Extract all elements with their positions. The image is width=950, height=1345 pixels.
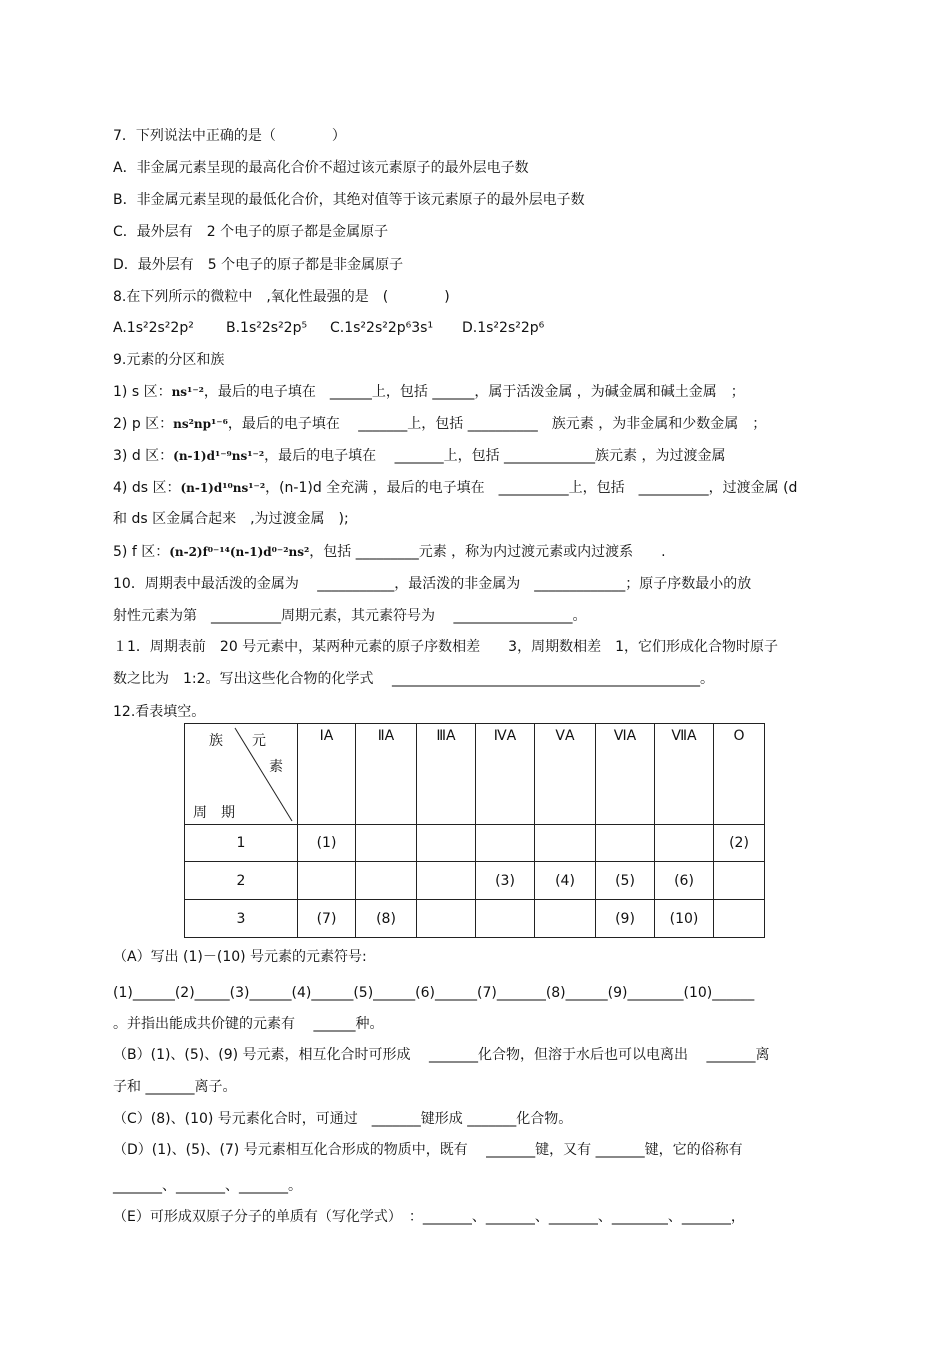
table-cell: (8) — [356, 900, 417, 938]
q11-line-2: 数之比为 1:2。写出这些化合物的化学式 ____________________________________________。 — [113, 671, 714, 687]
q9-p-block — [113, 415, 766, 433]
table-cell — [535, 900, 596, 938]
table-cell: (3) — [476, 862, 535, 900]
q12-part-c: （C）(8)、(10) 号元素化合时，可通过 _______键形成 _______化合物。 — [113, 1111, 573, 1127]
p-label: 2) p 区： — [113, 416, 174, 432]
q10-line-2: 射性元素为第 __________周期元素，其元素符号为 _________________。 — [113, 608, 587, 624]
q7-option-a: A．非金属元素呈现的最高化合价不超过该元素原子的最外层电子数 — [113, 160, 529, 176]
table-row — [185, 862, 765, 900]
table-cell: (10) — [655, 900, 714, 938]
q12-part-b-line-1: （B）(1)、(5)、(9) 号元素，相互化合时可形成 _______化合物，但溶于水后也可以电离出 _______离 — [113, 1047, 770, 1063]
table-corner-cell — [185, 724, 298, 825]
q12-part-a-count: 。并指出能成共价键的元素有 ______种。 — [113, 1016, 384, 1032]
table-cell — [596, 825, 655, 862]
q12-part-d-line-2: _______、_______、_______。 — [113, 1178, 302, 1194]
col-header-VIIA: ⅦA — [655, 724, 714, 825]
q9-f-block — [113, 543, 666, 561]
period-cell: 2 — [185, 862, 298, 900]
q12-part-e: （E）可形成双原子分子的单质有（写化学式） ：_______、_______、_______、________、_______， — [113, 1209, 745, 1225]
period-cell: 3 — [185, 900, 298, 938]
q12-part-b-line-2: 子和 _______离子。 — [113, 1079, 237, 1095]
table-cell — [714, 862, 765, 900]
d-formula: (n-1)d¹⁻⁹ns¹⁻² — [173, 449, 265, 463]
table-cell — [298, 862, 356, 900]
s-text: ，最后的电子填在 ______上，包括 ______，属于活泼金属 ，为碱金属和碱土金属 ； — [203, 384, 745, 400]
table-cell — [356, 825, 417, 862]
table-row — [185, 900, 765, 938]
period-cell: 1 — [185, 825, 298, 862]
q9-title: 9.元素的分区和族 — [113, 352, 225, 368]
table-cell: (5) — [596, 862, 655, 900]
q7-stem: 7．下列说法中正确的是（ ） — [113, 128, 346, 144]
table-cell — [417, 900, 476, 938]
corner-yuan: 元 — [252, 733, 266, 749]
periodic-table-grid — [184, 723, 765, 938]
q8-option-d: D.1s²2s²2p⁶ — [462, 320, 545, 336]
table-cell: (9) — [596, 900, 655, 938]
table-cell: (1) — [298, 825, 356, 862]
q12-part-d-line-1: （D）(1)、(5)、(7) 号元素相互化合形成的物质中，既有 _______键，又有 _______键，它的俗称有 — [113, 1142, 743, 1158]
q8-stem: 8.在下列所示的微粒中 ,氧化性最强的是 ( ) — [113, 289, 450, 305]
q8-option-a: A.1s²2s²2p² — [113, 320, 194, 336]
corner-zhouqi: 周 期 — [193, 805, 235, 821]
table-cell — [655, 825, 714, 862]
table-cell: (7) — [298, 900, 356, 938]
col-header-IVA: ⅣA — [476, 724, 535, 825]
q8-option-c: C.1s²2s²2p⁶3s¹ — [330, 320, 434, 336]
corner-su: 素 — [269, 759, 283, 775]
q9-s-block — [113, 383, 745, 401]
f-label: 5) f 区： — [113, 544, 170, 560]
col-header-IIA: ⅡA — [356, 724, 417, 825]
ds-label: 4) ds 区： — [113, 480, 181, 496]
q8-option-b: B.1s²2s²2p⁵ — [226, 320, 308, 336]
f-formula: (n-2)f⁰⁻¹⁴(n-1)d⁰⁻²ns² — [169, 545, 310, 559]
ds-formula: (n-1)d¹⁰ns¹⁻² — [180, 481, 266, 495]
table-cell — [714, 900, 765, 938]
col-header-IA: ⅠA — [298, 724, 356, 825]
col-header-VA: ⅤA — [535, 724, 596, 825]
table-cell — [417, 825, 476, 862]
p-formula: ns²np¹⁻⁶ — [173, 417, 228, 431]
q7-option-d: D．最外层有 5 个电子的原子都是非金属原子 — [113, 257, 404, 273]
f-text: ，包括 _________元素 ，称为内过渡元素或内过渡系 . — [309, 544, 666, 560]
table-cell: (2) — [714, 825, 765, 862]
table-cell — [356, 862, 417, 900]
table-cell — [417, 862, 476, 900]
q9-ds-block — [113, 479, 797, 497]
corner-zu: 族 — [209, 733, 223, 749]
table-row — [185, 825, 765, 862]
q12-part-a-blanks: (1)______(2)_____(3)______(4)______(5)______(6)______(7)_______(8)______(9)________(10)______ — [113, 985, 755, 1001]
table-cell: (4) — [535, 862, 596, 900]
table-cell — [535, 825, 596, 862]
q7-option-b: B．非金属元素呈现的最低化合价，其绝对值等于该元素原子的最外层电子数 — [113, 192, 585, 208]
table-cell: (6) — [655, 862, 714, 900]
q7-option-c: C．最外层有 2 个电子的原子都是金属原子 — [113, 224, 389, 240]
d-label: 3) d 区： — [113, 448, 174, 464]
s-label: 1) s 区： — [113, 384, 172, 400]
table-cell — [476, 900, 535, 938]
table-cell — [476, 825, 535, 862]
q9-ds-continuation: 和 ds 区金属合起来 ,为过渡金属 ); — [113, 511, 349, 527]
q11-line-1: １1．周期表前 20 号元素中，某两种元素的原子序数相差 3，周期数相差 1，它们形成化合物时原子 — [113, 639, 778, 655]
ds-text: ，(n-1)d 全充满 ，最后的电子填在 __________上，包括 __________，过渡金属 (d — [265, 480, 798, 496]
col-header-IIIA: ⅢA — [417, 724, 476, 825]
q9-d-block — [113, 447, 726, 465]
p-text: ，最后的电子填在 _______上，包括 __________ 族元素 ，为非金属和少数金属 ； — [227, 416, 767, 432]
col-header-VIA: ⅥA — [596, 724, 655, 825]
q12-title: 12.看表填空。 — [113, 704, 206, 720]
table-header-row — [185, 724, 765, 825]
s-formula: ns¹⁻² — [171, 385, 204, 399]
q10-line-1: 10．周期表中最活泼的金属为 ___________，最活泼的非金属为 _____________；原子序数最小的放 — [113, 576, 752, 592]
d-text: ，最后的电子填在 _______上，包括 _____________族元素 ，为过渡金属 — [264, 448, 726, 464]
q12-part-a-stem: （A）写出 (1)－(10) 号元素的元素符号: — [113, 949, 367, 965]
col-header-O: O — [714, 724, 765, 825]
